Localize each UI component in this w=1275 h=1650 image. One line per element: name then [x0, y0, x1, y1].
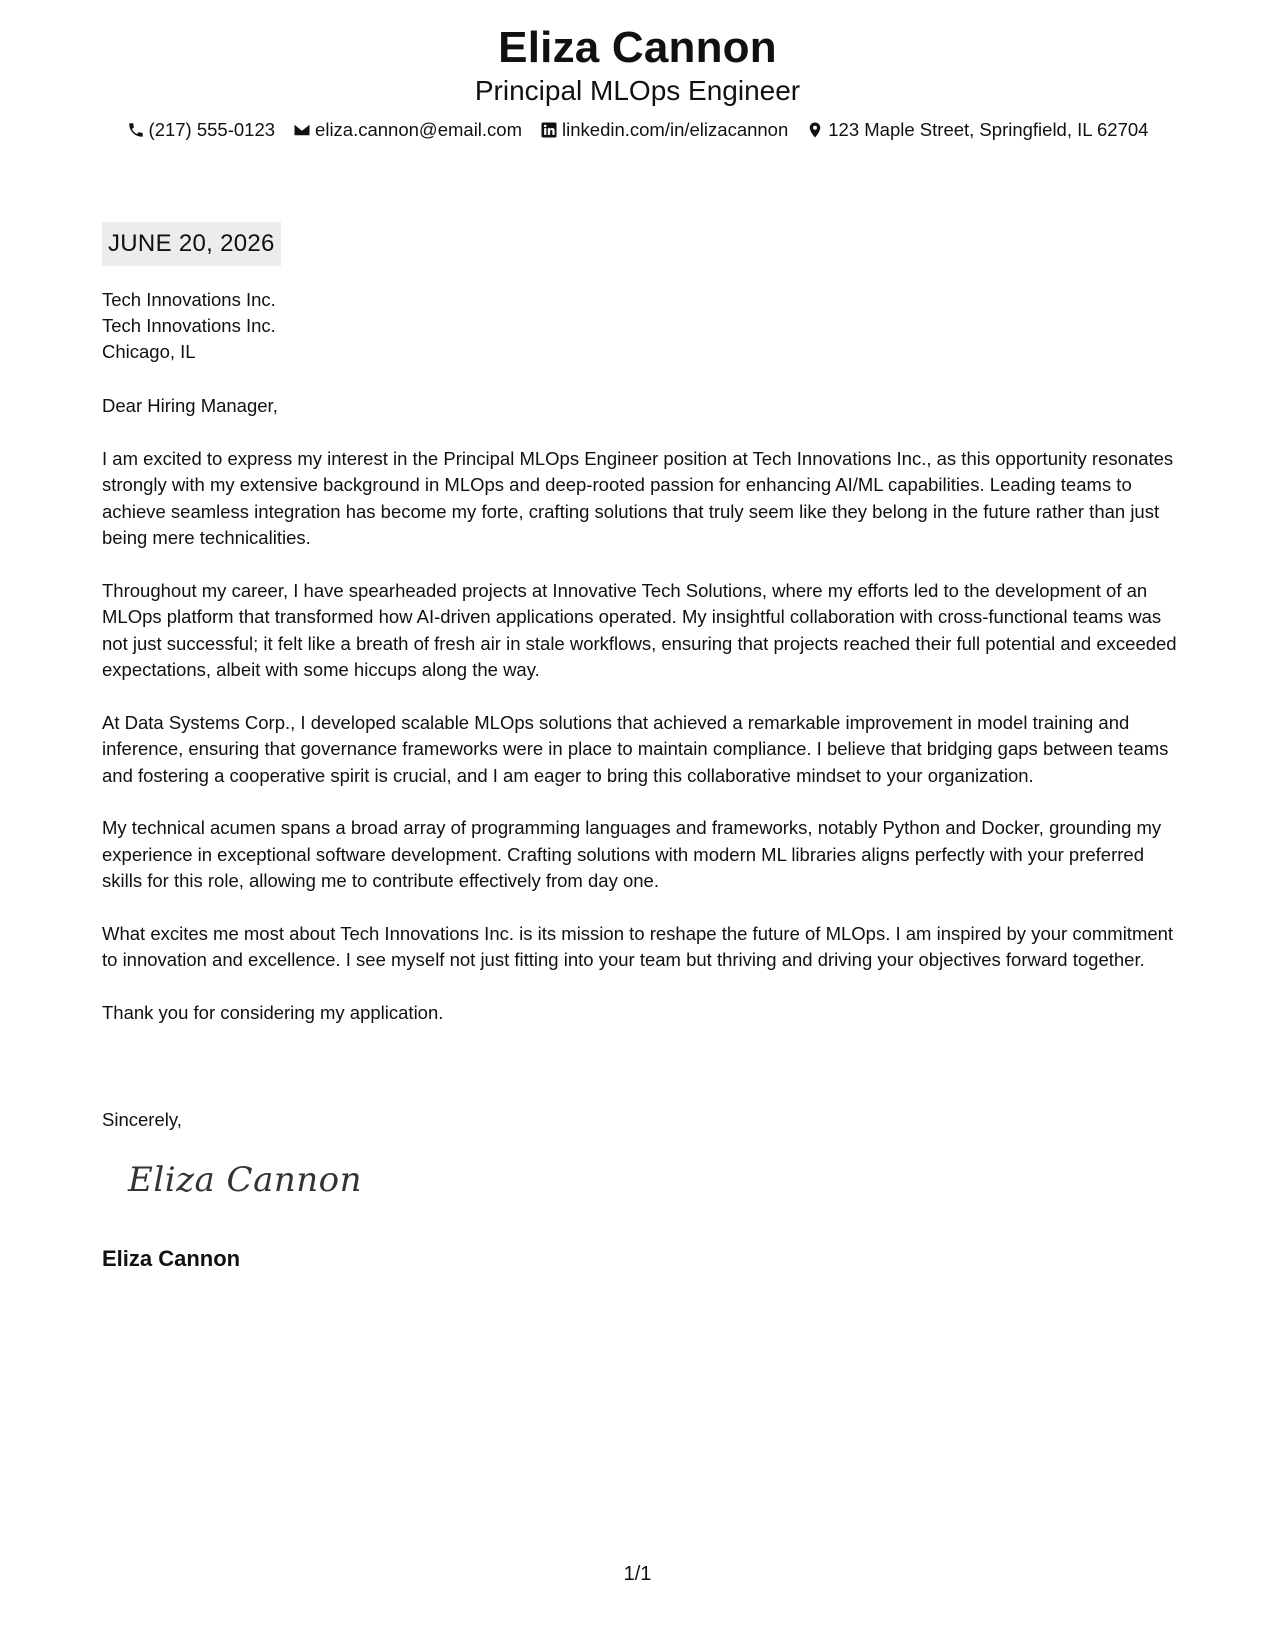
- recipient-block: [102, 287, 276, 365]
- linkedin-icon: [540, 121, 558, 139]
- letter-body: [102, 393, 1177, 1053]
- body-paragraph: What excites me most about Tech Innovations Inc. is its mission to reshape the future of MLOps. I am inspired by your commitment to innovation and excellence. I see myself not just fitting into your team but thriving and driving your objectives forward together.: [102, 923, 1174, 971]
- envelope-icon: [293, 121, 311, 139]
- contact-linkedin[interactable]: [540, 118, 788, 142]
- body-paragraph: My technical acumen spans a broad array of programming languages and frameworks, notably Python and Docker, grounding my experience in exceptional software development. Crafting solutions with modern ML libraries aligns perfectly with your preferred skills for this role, allowing me to contribute effectively from day one.: [102, 817, 1162, 892]
- recipient-line: Tech Innovations Inc.: [102, 315, 276, 336]
- recipient-line: Chicago, IL: [102, 341, 196, 362]
- contact-bar: [0, 118, 1275, 142]
- handwritten-signature: Eliza Cannon: [128, 1160, 363, 1200]
- closing: Sincerely,: [102, 1109, 182, 1130]
- letter-date: JUNE 20, 2026: [102, 222, 281, 266]
- phone-text: (217) 555-0123: [148, 119, 276, 140]
- letter-header: [0, 22, 1275, 142]
- phone-icon: [127, 121, 145, 139]
- body-paragraph: I am excited to express my interest in the Principal MLOps Engineer position at Tech Innovations Inc., as this opportunity resonates strongly with my extensive background in MLOps and deep-rooted passion for enhancing AI/ML capabilities. Leading teams to achieve seamless integration has become my forte, crafting solutions that truly seem like they belong in the future rather than just being mere technicalities.: [102, 447, 1174, 549]
- map-marker-icon: [806, 121, 824, 139]
- page-number: 1/1: [623, 1563, 652, 1585]
- body-paragraph: Throughout my career, I have spearheaded projects at Innovative Tech Solutions, where my efforts led to the development of an MLOps platform that transformed how AI-driven applications operated. My insightful collaboration with cross-functional teams was not just successful; it felt like a breath of fresh air in stale workflows, ensuring that projects reached their full potential and exceeded expectations, albeit with some hiccups along the way.: [102, 579, 1177, 681]
- signer-name: Eliza Cannon: [102, 1246, 241, 1271]
- applicant-role: Principal MLOps Engineer: [474, 75, 801, 106]
- body-paragraph: At Data Systems Corp., I developed scalable MLOps solutions that achieved a remarkable improvement in model training and inference, ensuring that governance frameworks were in place to maintain compliance. I believe that bridging gaps between teams and fostering a cooperative spirit is crucial, and I am eager to bring this collaborative mindset to your organization.: [102, 711, 1169, 786]
- contact-phone: [127, 118, 276, 142]
- address-text: 123 Maple Street, Springfield, IL 62704: [828, 119, 1149, 140]
- salutation: Dear Hiring Manager,: [102, 395, 278, 416]
- recipient-line: Tech Innovations Inc.: [102, 289, 276, 310]
- email-text[interactable]: eliza.cannon@email.com: [315, 119, 523, 140]
- linkedin-text[interactable]: linkedin.com/in/elizacannon: [562, 119, 789, 140]
- contact-address: [806, 118, 1148, 142]
- applicant-name: Eliza Cannon: [498, 23, 777, 72]
- contact-email[interactable]: [293, 118, 522, 142]
- thanks-line: Thank you for considering my application.: [102, 1002, 444, 1024]
